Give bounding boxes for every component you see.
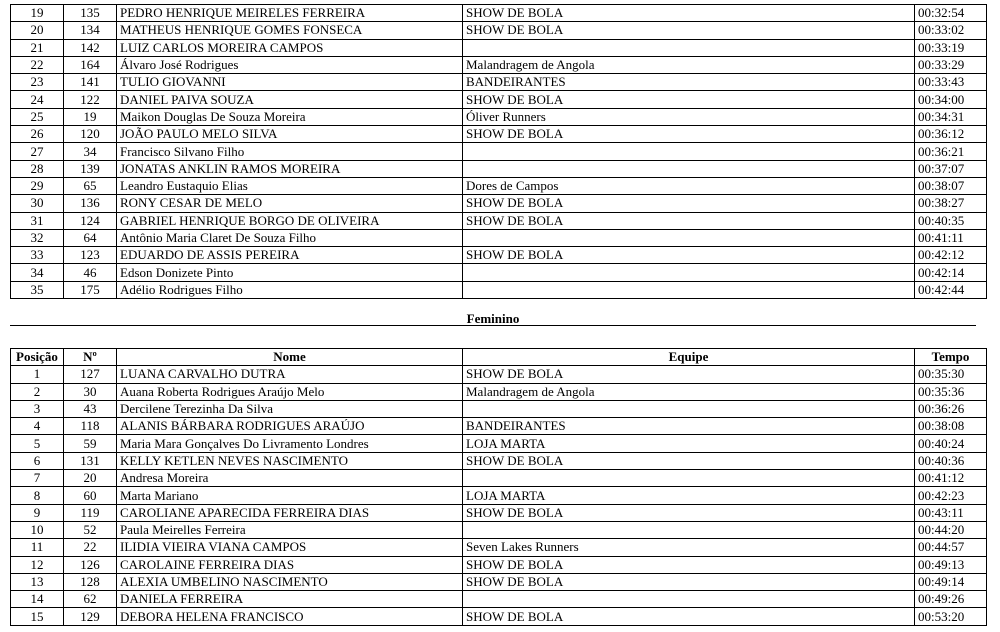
table-row: [11, 143, 987, 160]
cell-nome: KELLY KETLEN NEVES NASCIMENTO: [117, 452, 463, 469]
cell-nome: Edson Donizete Pinto: [117, 264, 463, 281]
cell-numero: 65: [64, 177, 117, 194]
cell-nome: LUIZ CARLOS MOREIRA CAMPOS: [117, 39, 463, 56]
section-title-feminino: Feminino: [466, 311, 520, 326]
table-row: [11, 504, 987, 521]
table-row: [11, 452, 987, 469]
cell-posicao: 24: [11, 91, 64, 108]
cell-nome: EDUARDO DE ASSIS PEREIRA: [117, 247, 463, 264]
cell-numero: 64: [64, 229, 117, 246]
cell-numero: 127: [64, 366, 117, 383]
table-row: [11, 487, 987, 504]
cell-nome: ILIDIA VIEIRA VIANA CAMPOS: [117, 539, 463, 556]
cell-equipe: SHOW DE BOLA: [463, 195, 915, 212]
cell-tempo: 00:53:20: [915, 608, 987, 625]
cell-posicao: 23: [11, 74, 64, 91]
cell-equipe: [463, 160, 915, 177]
cell-posicao: 35: [11, 281, 64, 298]
cell-equipe: BANDEIRANTES: [463, 418, 915, 435]
cell-equipe: SHOW DE BOLA: [463, 22, 915, 39]
cell-nome: Marta Mariano: [117, 487, 463, 504]
cell-posicao: 22: [11, 56, 64, 73]
cell-nome: CAROLAINE FERREIRA DIAS: [117, 556, 463, 573]
header-tempo: Tempo: [915, 349, 987, 366]
cell-numero: 120: [64, 126, 117, 143]
table-row: [11, 126, 987, 143]
cell-nome: Maria Mara Gonçalves Do Livramento Londres: [117, 435, 463, 452]
masculino-results-body: [11, 5, 987, 299]
table-row: [11, 212, 987, 229]
feminino-results-body: [11, 366, 987, 625]
table-row: [11, 39, 987, 56]
cell-nome: Maikon Douglas De Souza Moreira: [117, 108, 463, 125]
cell-nome: Leandro Eustaquio Elias: [117, 177, 463, 194]
cell-equipe: SHOW DE BOLA: [463, 608, 915, 625]
cell-posicao: 20: [11, 22, 64, 39]
cell-tempo: 00:35:30: [915, 366, 987, 383]
header-numero: Nº: [64, 349, 117, 366]
cell-nome: JOÃO PAULO MELO SILVA: [117, 126, 463, 143]
table-row: [11, 608, 987, 625]
cell-tempo: 00:40:24: [915, 435, 987, 452]
cell-tempo: 00:42:44: [915, 281, 987, 298]
cell-nome: Auana Roberta Rodrigues Araújo Melo: [117, 383, 463, 400]
cell-numero: 135: [64, 5, 117, 22]
cell-equipe: [463, 470, 915, 487]
cell-numero: 46: [64, 264, 117, 281]
cell-posicao: 29: [11, 177, 64, 194]
cell-equipe: SHOW DE BOLA: [463, 247, 915, 264]
cell-equipe: Óliver Runners: [463, 108, 915, 125]
cell-nome: CAROLIANE APARECIDA FERREIRA DIAS: [117, 504, 463, 521]
cell-tempo: 00:36:26: [915, 400, 987, 417]
cell-nome: JONATAS ANKLIN RAMOS MOREIRA: [117, 160, 463, 177]
cell-posicao: 1: [11, 366, 64, 383]
table-row: [11, 22, 987, 39]
cell-nome: Paula Meirelles Ferreira: [117, 521, 463, 538]
cell-numero: 22: [64, 539, 117, 556]
cell-posicao: 19: [11, 5, 64, 22]
cell-numero: 175: [64, 281, 117, 298]
cell-tempo: 00:42:14: [915, 264, 987, 281]
table-row: [11, 74, 987, 91]
cell-nome: DANIEL PAIVA SOUZA: [117, 91, 463, 108]
cell-tempo: 00:38:27: [915, 195, 987, 212]
cell-numero: 19: [64, 108, 117, 125]
cell-numero: 34: [64, 143, 117, 160]
cell-numero: 131: [64, 452, 117, 469]
cell-tempo: 00:33:02: [915, 22, 987, 39]
cell-equipe: [463, 591, 915, 608]
cell-numero: 123: [64, 247, 117, 264]
table-row: [11, 470, 987, 487]
cell-tempo: 00:35:36: [915, 383, 987, 400]
cell-posicao: 26: [11, 126, 64, 143]
cell-equipe: SHOW DE BOLA: [463, 573, 915, 590]
cell-posicao: 4: [11, 418, 64, 435]
table-row: [11, 177, 987, 194]
cell-posicao: 31: [11, 212, 64, 229]
table-row: [11, 383, 987, 400]
cell-equipe: SHOW DE BOLA: [463, 452, 915, 469]
cell-tempo: 00:49:26: [915, 591, 987, 608]
cell-equipe: [463, 143, 915, 160]
cell-posicao: 34: [11, 264, 64, 281]
cell-nome: RONY CESAR DE MELO: [117, 195, 463, 212]
cell-equipe: BANDEIRANTES: [463, 74, 915, 91]
cell-equipe: LOJA MARTA: [463, 435, 915, 452]
cell-equipe: SHOW DE BOLA: [463, 556, 915, 573]
header-row: [11, 349, 987, 366]
table-row: [11, 521, 987, 538]
cell-equipe: Seven Lakes Runners: [463, 539, 915, 556]
table-row: [11, 573, 987, 590]
cell-tempo: 00:34:31: [915, 108, 987, 125]
cell-nome: DANIELA FERREIRA: [117, 591, 463, 608]
cell-equipe: Malandragem de Angola: [463, 56, 915, 73]
cell-tempo: 00:38:07: [915, 177, 987, 194]
table-row: [11, 5, 987, 22]
cell-nome: GABRIEL HENRIQUE BORGO DE OLIVEIRA: [117, 212, 463, 229]
cell-tempo: 00:33:43: [915, 74, 987, 91]
table-row: [11, 591, 987, 608]
header-posicao: Posição: [11, 349, 64, 366]
table-row: [11, 91, 987, 108]
table-row: [11, 108, 987, 125]
cell-nome: ALEXIA UMBELINO NASCIMENTO: [117, 573, 463, 590]
cell-posicao: 3: [11, 400, 64, 417]
cell-nome: TULIO GIOVANNI: [117, 74, 463, 91]
cell-equipe: SHOW DE BOLA: [463, 366, 915, 383]
cell-posicao: 30: [11, 195, 64, 212]
cell-nome: LUANA CARVALHO DUTRA: [117, 366, 463, 383]
table-row: [11, 281, 987, 298]
cell-equipe: SHOW DE BOLA: [463, 212, 915, 229]
cell-nome: MATHEUS HENRIQUE GOMES FONSECA: [117, 22, 463, 39]
cell-numero: 126: [64, 556, 117, 573]
cell-tempo: 00:43:11: [915, 504, 987, 521]
cell-equipe: LOJA MARTA: [463, 487, 915, 504]
cell-equipe: SHOW DE BOLA: [463, 91, 915, 108]
cell-posicao: 2: [11, 383, 64, 400]
cell-numero: 20: [64, 470, 117, 487]
cell-posicao: 8: [11, 487, 64, 504]
cell-nome: ALANIS BÁRBARA RODRIGUES ARAÚJO: [117, 418, 463, 435]
table-row: [11, 435, 987, 452]
table-row: [11, 418, 987, 435]
cell-posicao: 11: [11, 539, 64, 556]
table-row: [11, 400, 987, 417]
cell-equipe: [463, 281, 915, 298]
cell-numero: 43: [64, 400, 117, 417]
cell-tempo: 00:37:07: [915, 160, 987, 177]
cell-tempo: 00:40:36: [915, 452, 987, 469]
cell-numero: 62: [64, 591, 117, 608]
cell-numero: 122: [64, 91, 117, 108]
cell-tempo: 00:41:11: [915, 229, 987, 246]
section-divider: [10, 325, 976, 326]
cell-tempo: 00:33:19: [915, 39, 987, 56]
cell-numero: 134: [64, 22, 117, 39]
table-row: [11, 264, 987, 281]
cell-numero: 142: [64, 39, 117, 56]
cell-numero: 52: [64, 521, 117, 538]
cell-tempo: 00:40:35: [915, 212, 987, 229]
cell-numero: 30: [64, 383, 117, 400]
cell-posicao: 5: [11, 435, 64, 452]
masculino-results-table: [10, 4, 987, 299]
cell-nome: DEBORA HELENA FRANCISCO: [117, 608, 463, 625]
cell-tempo: 00:49:13: [915, 556, 987, 573]
cell-numero: 119: [64, 504, 117, 521]
cell-tempo: 00:44:57: [915, 539, 987, 556]
cell-posicao: 15: [11, 608, 64, 625]
cell-numero: 60: [64, 487, 117, 504]
cell-posicao: 28: [11, 160, 64, 177]
cell-numero: 164: [64, 56, 117, 73]
cell-tempo: 00:36:21: [915, 143, 987, 160]
table-row: [11, 229, 987, 246]
cell-posicao: 13: [11, 573, 64, 590]
cell-equipe: [463, 39, 915, 56]
cell-posicao: 27: [11, 143, 64, 160]
table-row: [11, 160, 987, 177]
cell-posicao: 14: [11, 591, 64, 608]
cell-tempo: 00:36:12: [915, 126, 987, 143]
cell-nome: Dercilene Terezinha Da Silva: [117, 400, 463, 417]
cell-tempo: 00:49:14: [915, 573, 987, 590]
cell-posicao: 6: [11, 452, 64, 469]
cell-tempo: 00:42:23: [915, 487, 987, 504]
header-equipe: Equipe: [463, 349, 915, 366]
table-row: [11, 366, 987, 383]
cell-posicao: 10: [11, 521, 64, 538]
cell-numero: 141: [64, 74, 117, 91]
cell-posicao: 9: [11, 504, 64, 521]
cell-tempo: 00:33:29: [915, 56, 987, 73]
table-row: [11, 56, 987, 73]
cell-numero: 124: [64, 212, 117, 229]
cell-nome: Adélio Rodrigues Filho: [117, 281, 463, 298]
cell-numero: 118: [64, 418, 117, 435]
cell-tempo: 00:32:54: [915, 5, 987, 22]
feminino-results-table: [10, 348, 987, 626]
cell-numero: 139: [64, 160, 117, 177]
cell-posicao: 21: [11, 39, 64, 56]
table-row: [11, 195, 987, 212]
cell-equipe: Malandragem de Angola: [463, 383, 915, 400]
cell-posicao: 25: [11, 108, 64, 125]
cell-tempo: 00:41:12: [915, 470, 987, 487]
cell-nome: Álvaro José Rodrigues: [117, 56, 463, 73]
cell-nome: PEDRO HENRIQUE MEIRELES FERREIRA: [117, 5, 463, 22]
cell-equipe: SHOW DE BOLA: [463, 5, 915, 22]
table-row: [11, 556, 987, 573]
cell-tempo: 00:38:08: [915, 418, 987, 435]
cell-equipe: [463, 400, 915, 417]
cell-equipe: Dores de Campos: [463, 177, 915, 194]
cell-equipe: [463, 521, 915, 538]
cell-numero: 136: [64, 195, 117, 212]
cell-nome: Antônio Maria Claret De Souza Filho: [117, 229, 463, 246]
cell-numero: 128: [64, 573, 117, 590]
table-row: [11, 247, 987, 264]
cell-posicao: 12: [11, 556, 64, 573]
cell-nome: Andresa Moreira: [117, 470, 463, 487]
cell-equipe: SHOW DE BOLA: [463, 504, 915, 521]
header-nome: Nome: [117, 349, 463, 366]
cell-posicao: 7: [11, 470, 64, 487]
cell-posicao: 33: [11, 247, 64, 264]
table-row: [11, 539, 987, 556]
cell-nome: Francisco Silvano Filho: [117, 143, 463, 160]
cell-posicao: 32: [11, 229, 64, 246]
cell-tempo: 00:44:20: [915, 521, 987, 538]
cell-tempo: 00:34:00: [915, 91, 987, 108]
cell-equipe: [463, 264, 915, 281]
cell-tempo: 00:42:12: [915, 247, 987, 264]
cell-numero: 129: [64, 608, 117, 625]
cell-numero: 59: [64, 435, 117, 452]
cell-equipe: SHOW DE BOLA: [463, 126, 915, 143]
cell-equipe: [463, 229, 915, 246]
